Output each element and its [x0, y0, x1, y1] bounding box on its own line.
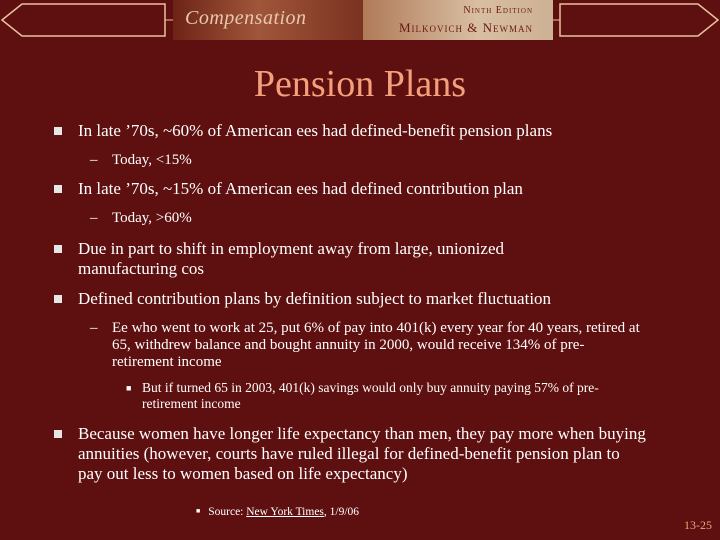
bullet-text: Due in part to shift in employment away from large, unionized manufacturing cos — [78, 239, 504, 278]
bullet-text: Defined contribution plans by definition subject to market fluctuation — [78, 289, 552, 308]
square-bullet-icon — [54, 295, 62, 303]
sub-bullet-text: Today, >60% — [112, 210, 192, 226]
book-cover-right — [363, 0, 553, 40]
square-bullet-icon — [54, 127, 62, 135]
slide-title: Pension Plans — [253, 63, 467, 105]
source-date: , 1/9/06 — [323, 506, 360, 518]
book-title: Compensation — [185, 7, 307, 29]
small-square-bullet-icon: ■ — [196, 507, 201, 515]
bullet-text: In late ’70s, ~15% of American ees had defined contribution plan — [78, 179, 523, 198]
source-citation — [196, 506, 359, 518]
book-authors: Milkovich & Newman — [398, 20, 533, 35]
square-bullet-icon — [54, 185, 62, 193]
square-bullet-icon — [54, 245, 62, 253]
sub-bullet-text: Today, <15% — [112, 152, 192, 168]
book-cover-logo — [173, 0, 553, 40]
bullet-text: In late ’70s, ~60% of American ees had defined-benefit pension plans — [78, 121, 553, 140]
sub-sub-bullet-text: But if turned 65 in 2003, 401(k) savings would only buy annuity paying 57% of pre-retirement income — [142, 380, 599, 411]
dash-bullet-icon: – — [90, 152, 98, 168]
small-square-bullet-icon: ■ — [126, 383, 132, 393]
dash-bullet-icon: – — [90, 320, 98, 336]
square-bullet-icon — [54, 430, 62, 438]
header-banner — [0, 0, 720, 42]
sub-bullet-text: Ee who went to work at 25, put 6% of pay into 401(k) every year for 40 years, retired at 65, withdrew balance and bought annuity in 2000, would receive 134% of pre-retirement income — [112, 320, 640, 370]
source-prefix: Source: — [208, 506, 247, 518]
book-edition: Ninth Edition — [463, 5, 533, 16]
bullet-text: Because women have longer life expectancy than men, they pay more when buying annuities (however, courts have ruled illegal for defined-benefit pension plan to pay out less to women based on life expectancy) — [78, 424, 646, 483]
dash-bullet-icon: – — [90, 210, 98, 226]
page-number: 13-25 — [684, 518, 712, 532]
book-cover-left — [173, 0, 363, 40]
source-title: New York Times — [246, 506, 324, 518]
